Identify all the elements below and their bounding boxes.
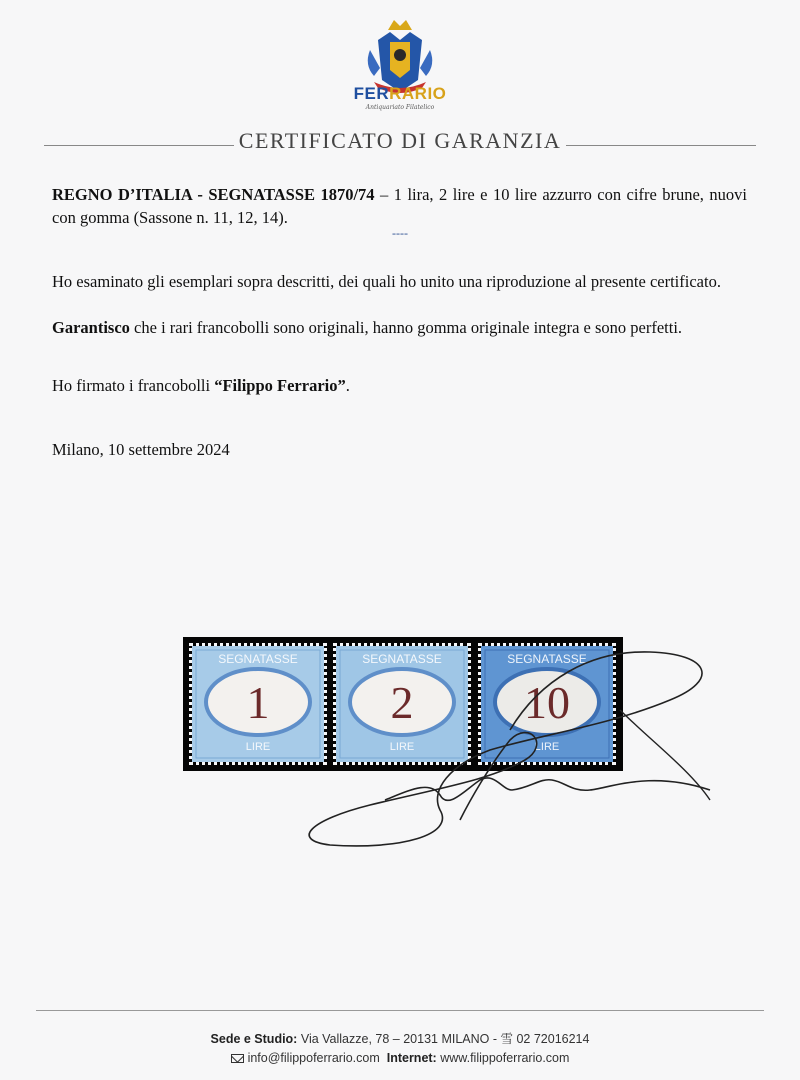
mail-icon xyxy=(231,1054,244,1063)
phone-icon: 雪 xyxy=(500,1032,517,1046)
stamp-numeral: 10 xyxy=(524,677,570,728)
item-description xyxy=(52,183,747,229)
guarantee-keyword: Garantisco xyxy=(52,318,130,337)
stamp-bottom-label: LIRE xyxy=(245,741,271,753)
handwritten-signature xyxy=(290,640,720,870)
signed-paragraph: Ho firmato i francobolli “Filippo Ferrario”. xyxy=(52,376,350,395)
item-heading: REGNO D’ITALIA - SEGNATASSE 1870/74 xyxy=(52,185,375,204)
signed-name: “Filippo Ferrario” xyxy=(214,376,346,395)
title-row xyxy=(44,128,756,158)
stamp-top-label: SEGNATASSE xyxy=(218,652,298,666)
page-title: CERTIFICATO DI GARANZIA xyxy=(238,128,562,153)
brand-tagline: Antiquariato Filatelico xyxy=(365,104,435,111)
guarantee-text: che i rari francobolli sono originali, hanno gomma originale integra e sono perfetti. xyxy=(129,318,683,337)
footer-contacts: info@filippoferrario.com Internet: www.filippoferrario.com xyxy=(0,1051,800,1065)
stamp-bottom-label: LIRE xyxy=(534,741,560,753)
guarantee-paragraph xyxy=(52,316,747,339)
footer-address: Sede e Studio: Via Vallazze, 78 – 20131 MILANO - 雪 02 72016214 xyxy=(210,1032,590,1046)
footer-divider xyxy=(36,1010,764,1011)
stamp-numeral: 2 xyxy=(390,677,414,728)
stamp-top-label: SEGNATASSE xyxy=(507,652,587,666)
place-date: Milano, 10 settembre 2024 xyxy=(52,440,230,459)
item-details: – 1 lira, 2 lire e 10 lire azzurro con cifre brune, nuovi con gomma (Sassone n. 11, 12, 14). xyxy=(52,185,747,227)
separator: ---- xyxy=(392,226,408,240)
title-divider-right xyxy=(566,145,756,146)
examination-paragraph: Ho esaminato gli esemplari sopra descritti, dei quali ho unito una riproduzione al presente certificato. xyxy=(52,272,721,291)
stamp-top-label: SEGNATASSE xyxy=(362,652,442,666)
footer-phone: 02 72016214 xyxy=(516,1032,590,1046)
stamp-bottom-label: LIRE xyxy=(389,741,415,753)
footer-website[interactable]: www.filippoferrario.com xyxy=(440,1051,570,1065)
brand-name: FERRARIO xyxy=(353,84,447,103)
stamp-numeral: 1 xyxy=(246,677,270,728)
footer-email[interactable]: info@filippoferrario.com xyxy=(247,1051,380,1065)
